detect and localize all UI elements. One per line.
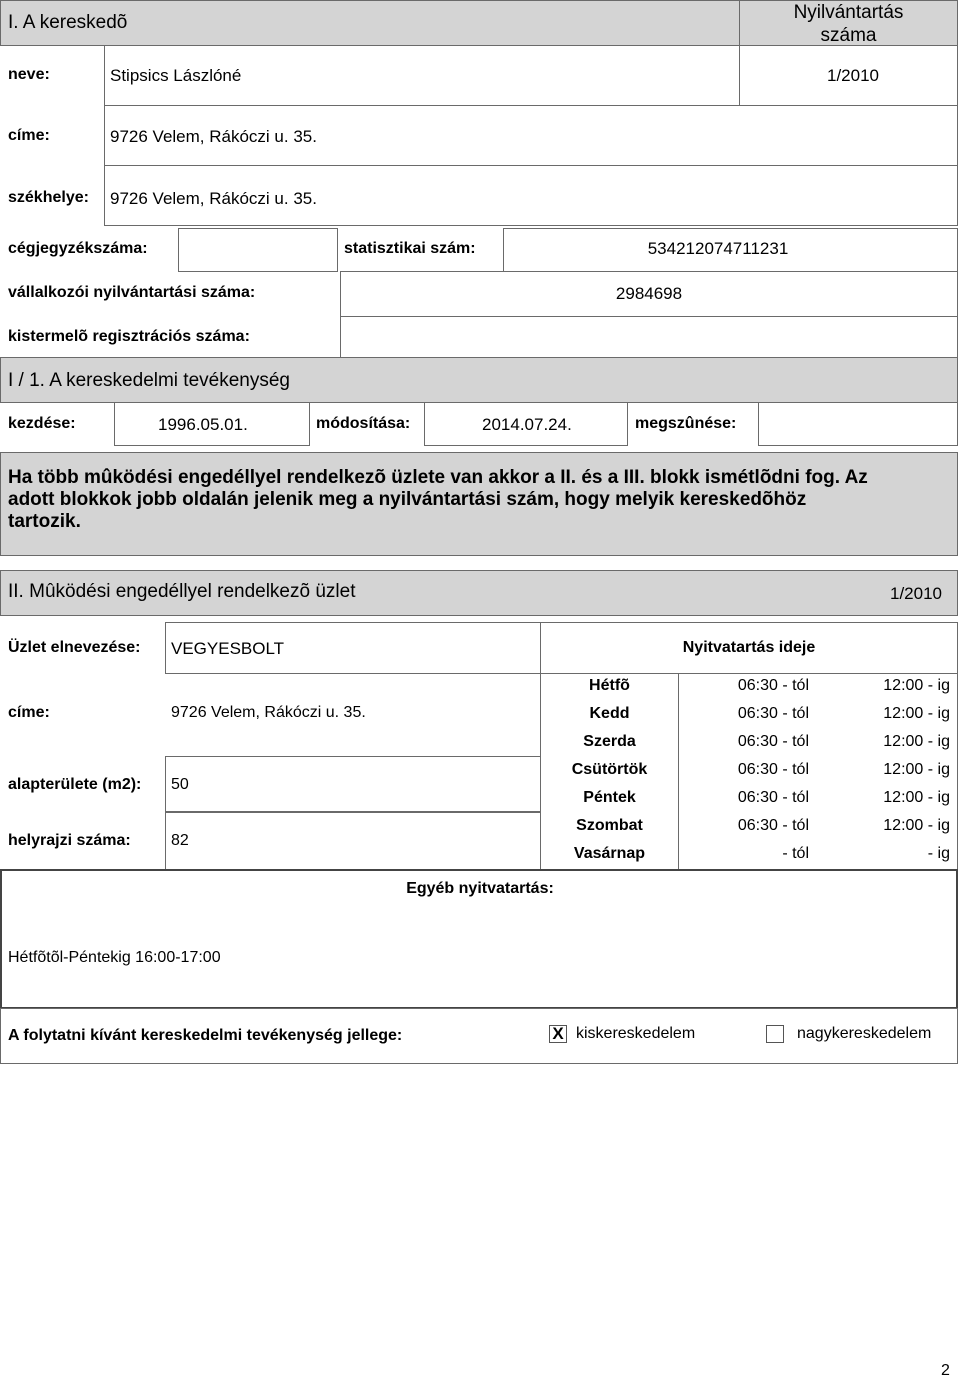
time-to: 12:00 - ig xyxy=(883,677,950,694)
other-hours-label: Egyéb nyitvatartás: xyxy=(406,880,554,897)
shop-name-label: Üzlet elnevezése: xyxy=(8,639,141,656)
lot-label: helyrajzi száma: xyxy=(8,832,131,849)
retail-checkbox[interactable]: X xyxy=(549,1025,567,1043)
start-label: kezdése: xyxy=(8,415,76,432)
company-reg-value-box xyxy=(178,228,338,272)
area-value: 50 xyxy=(171,776,189,793)
section2-reg-number: 1/2010 xyxy=(890,584,942,603)
time-from: 06:30 - tól xyxy=(737,705,809,722)
wholesale-label: nagykereskedelem xyxy=(797,1025,932,1042)
day-label: Péntek xyxy=(583,789,636,806)
time-to: 12:00 - ig xyxy=(883,705,950,722)
area-value-box xyxy=(165,756,541,812)
name-value: Stipsics Lászlóné xyxy=(110,66,242,85)
lot-value-box xyxy=(165,812,541,870)
section1-title: I. A kereskedõ xyxy=(8,12,128,33)
producer-label: kistermelõ regisztrációs száma: xyxy=(8,328,250,345)
time-from: 06:30 - tól xyxy=(737,733,809,750)
time-from: 06:30 - tól xyxy=(737,761,809,778)
shop-name-value: VEGYESBOLT xyxy=(171,639,285,658)
end-label: megszûnése: xyxy=(635,415,737,432)
other-hours-value: Hétfõtõl-Péntekig 16:00-17:00 xyxy=(8,949,221,966)
seat-value: 9726 Velem, Rákóczi u. 35. xyxy=(110,189,317,208)
time-from: 06:30 - tól xyxy=(737,789,809,806)
activity-label: A folytatni kívánt kereskedelmi tevékenység jellege: xyxy=(8,1027,403,1044)
stat-label: statisztikai szám: xyxy=(344,240,476,257)
day-label: Vasárnap xyxy=(573,845,646,862)
lot-value: 82 xyxy=(171,832,189,849)
end-value-box xyxy=(758,402,958,446)
area-label: alapterülete (m2): xyxy=(8,776,142,793)
address-label: címe: xyxy=(8,127,50,144)
seat-label: székhelye: xyxy=(8,189,89,206)
opening-header: Nyitvatartás ideje xyxy=(682,639,816,656)
time-to: 12:00 - ig xyxy=(883,733,950,750)
address-value: 9726 Velem, Rákóczi u. 35. xyxy=(110,127,317,146)
time-from: - tól xyxy=(782,845,809,862)
entrepreneur-label: vállalkozói nyilvántartási száma: xyxy=(8,284,256,301)
reg-number-header-line1: Nyilvántartás xyxy=(793,2,904,23)
producer-value-box xyxy=(340,316,958,358)
retail-label: kiskereskedelem xyxy=(576,1025,696,1042)
modified-label: módosítása: xyxy=(316,415,411,432)
day-label: Hétfõ xyxy=(589,677,630,694)
entrepreneur-value: 2984698 xyxy=(615,284,683,303)
stat-value: 534212074711231 xyxy=(647,239,789,258)
time-to: 12:00 - ig xyxy=(883,761,950,778)
time-to: - ig xyxy=(927,845,950,862)
start-value: 1996.05.01. xyxy=(158,415,248,434)
time-to: 12:00 - ig xyxy=(883,789,950,806)
time-from: 06:30 - tól xyxy=(737,677,809,694)
reg-number-header-line2: száma xyxy=(820,25,877,46)
reg-number: 1/2010 xyxy=(827,66,879,85)
name-label: neve: xyxy=(8,66,50,83)
shop-address-value: 9726 Velem, Rákóczi u. 35. xyxy=(171,704,366,721)
page-number: 2 xyxy=(941,1362,950,1379)
day-label: Csütörtök xyxy=(571,761,648,778)
day-label: Szombat xyxy=(576,817,643,834)
day-label: Szerda xyxy=(583,733,636,750)
day-label: Kedd xyxy=(589,705,630,722)
shop-address-label: címe: xyxy=(8,704,50,721)
section1-1-title: I / 1. A kereskedelmi tevékenység xyxy=(8,370,290,391)
time-to: 12:00 - ig xyxy=(883,817,950,834)
notice-text: Ha több mûködési engedéllyel rendelkezõ üzlete van akkor a II. és a III. blokk ismétlõdni fog. Az adott blokkok jobb oldalán jelenik meg a nyilvántartási szám, hogy melyik kereskedõhöz tartozik. xyxy=(8,467,868,532)
company-reg-label: cégjegyzékszáma: xyxy=(8,240,148,257)
modified-value: 2014.07.24. xyxy=(482,415,572,434)
section2-title: II. Mûködési engedéllyel rendelkezõ üzlet xyxy=(8,581,356,602)
wholesale-checkbox[interactable] xyxy=(766,1025,784,1043)
time-from: 06:30 - tól xyxy=(737,817,809,834)
